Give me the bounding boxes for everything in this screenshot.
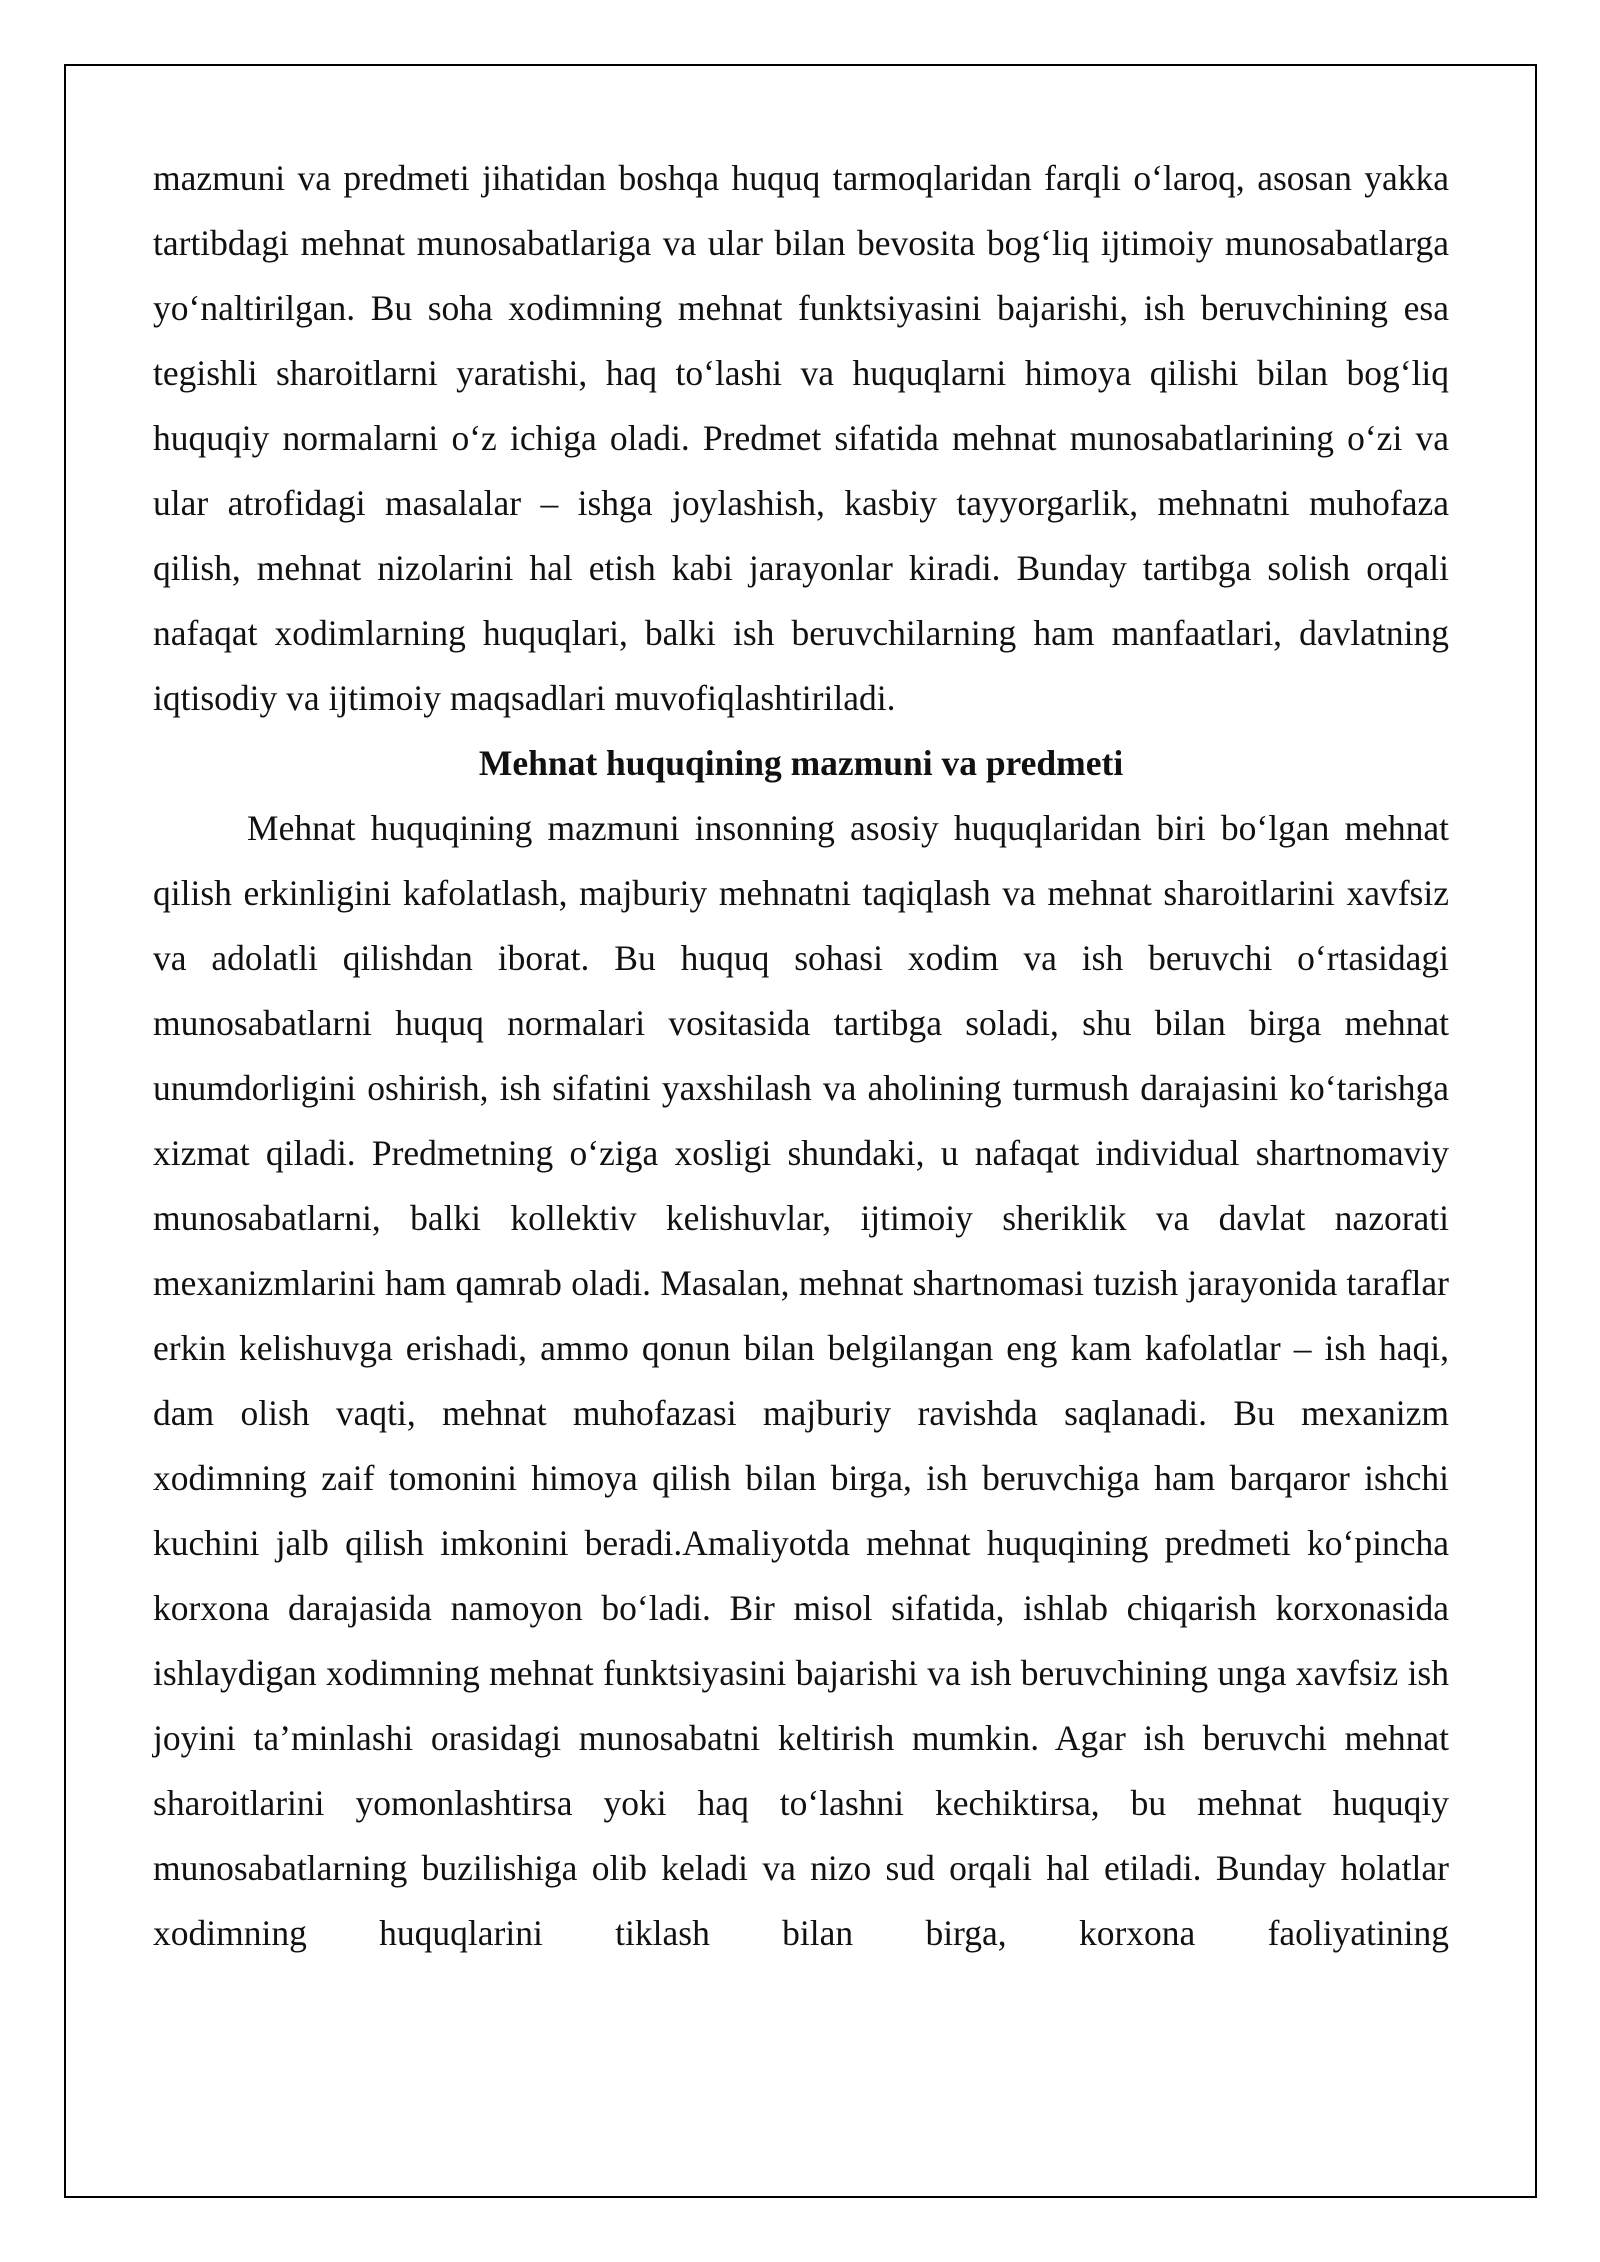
paragraph: Mehnat huquqining mazmuni insonning asosiy huquqlaridan biri bo‘lgan mehnat qilish erkinligini kafolatlash, majburiy mehnatni taqiqlash va mehnat sharoitlarini xavfsiz va adolatli qilishdan iborat. Bu huquq sohasi xodim va ish beruvchi o‘rtasidagi munosabatlarni huquq normalari vositasida tartibga soladi, shu bilan birga mehnat unumdorligini oshirish, ish sifatini yaxshilash va aholining turmush darajasini ko‘tarishga xizmat qiladi. Predmetning o‘ziga xosligi shundaki, u nafaqat individual shartnomaviy munosabatlarni, balki kollektiv kelishuvlar, ijtimoiy sheriklik va davlat nazorati mexanizmlarini ham qamrab oladi. Masalan, mehnat shartnomasi tuzish jarayonida taraflar erkin kelishuvga erishadi, ammo qonun bilan belgilangan eng kam kafolatlar – ish haqi, dam olish vaqti, mehnat muhofazasi majburiy ravishda saqlanadi. Bu mexanizm xodimning zaif tomonini himoya qilish bilan birga, ish beruvchiga ham barqaror ishchi kuchini jalb qilish imkonini beradi.Amaliyotda mehnat huquqining predmeti ko‘pincha korxona darajasida namoyon bo‘ladi. Bir misol sifatida, ishlab chiqarish korxonasida ishlaydigan xodimning mehnat funktsiyasini bajarishi va ish beruvchining unga xavfsiz ish joyini ta’minlashi orasidagi munosabatni keltirish mumkin. Agar ish beruvchi mehnat sharoitlarini yomonlashtirsa yoki haq to‘lashni kechiktirsa, bu mehnat huquqiy munosabatlarning buzilishiga olib keladi va nizo sud orqali hal etiladi. Bunday holatlar xodimning huquqlarini tiklash bilan birga, korxona faoliyatining bbox=[153, 808, 1449, 1953]
section-heading: Mehnat huquqining mazmuni va predmeti bbox=[478, 743, 1124, 783]
document-body bbox=[153, 146, 1449, 1966]
paragraph: mazmuni va predmeti jihatidan boshqa huquq tarmoqlaridan farqli o‘laroq, asosan yakka tartibdagi mehnat munosabatlariga va ular bilan bevosita bog‘liq ijtimoiy munosabatlarga yo‘naltirilgan. Bu soha xodimning mehnat funktsiyasini bajarishi, ish beruvchining esa tegishli sharoitlarni yaratishi, haq to‘lashi va huquqlarni himoya qilishi bilan bog‘liq huquqiy normalarni o‘z ichiga oladi. Predmet sifatida mehnat munosabatlarining o‘zi va ular atrofidagi masalalar – ishga joylashish, kasbiy tayyorgarlik, mehnatni muhofaza qilish, mehnat nizolarini hal etish kabi jarayonlar kiradi. Bunday tartibga solish orqali nafaqat xodimlarning huquqlari, balki ish beruvchilarning ham manfaatlari, davlatning iqtisodiy va ijtimoiy maqsadlari muvofiqlashtiriladi. bbox=[153, 158, 1449, 718]
